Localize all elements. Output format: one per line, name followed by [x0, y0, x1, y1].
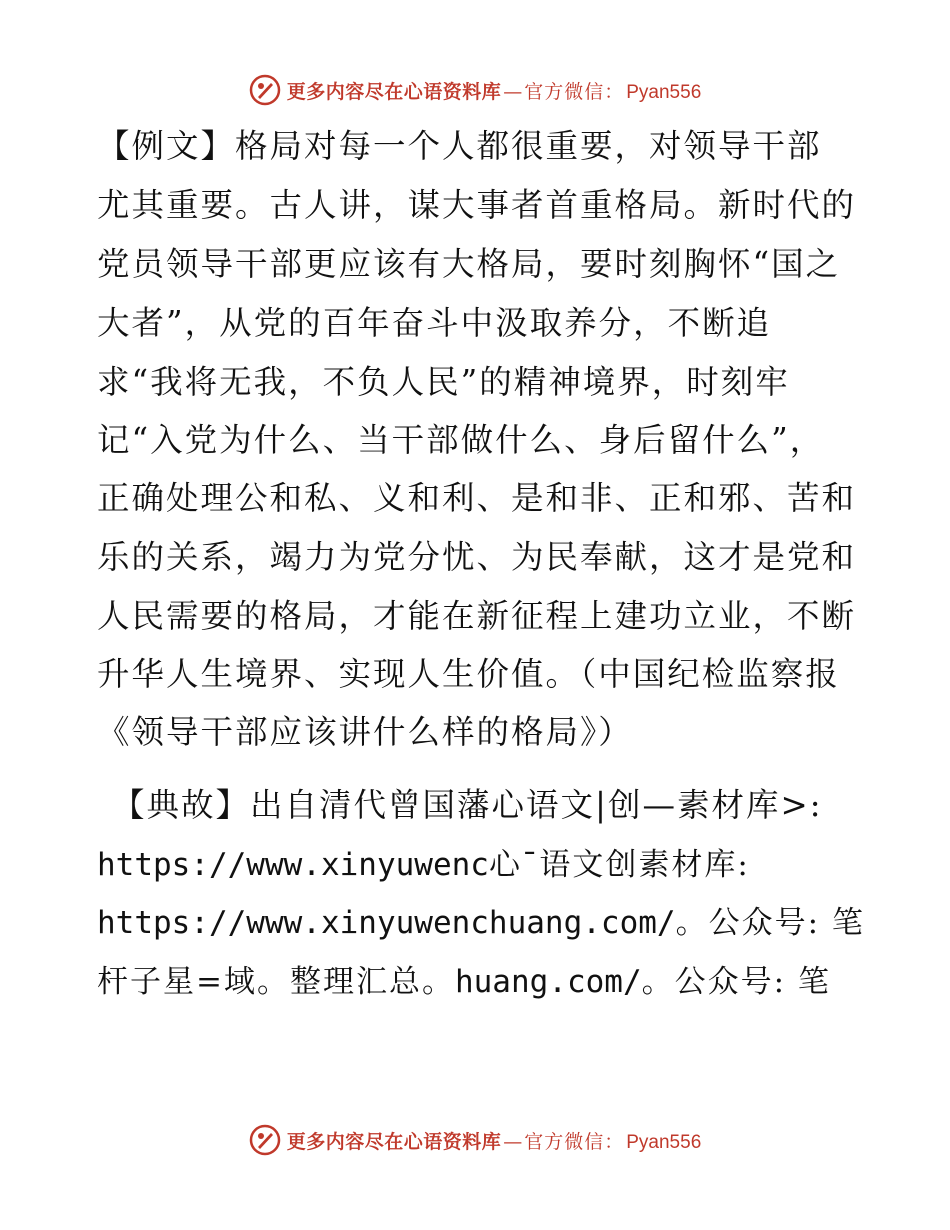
allusion-text-fragment: 杆子星=域。整理汇总。 [97, 964, 455, 1000]
example-line: 尤其重要。古人讲，谋大事者首重格局。新时代的 [97, 186, 857, 224]
footer-banner-wechat-id: Pyan556 [626, 1131, 702, 1153]
allusion-text-fragment: 。公众号: 笔 [641, 964, 831, 1000]
example-line: 人民需要的格局，才能在新征程上建功立业，不断 [97, 597, 857, 635]
footer-banner-dash: — [503, 1130, 523, 1153]
header-banner-main: 更多内容尽在心语资料库 [286, 80, 502, 103]
allusion-line [97, 845, 867, 885]
example-line: 《领导干部应该讲什么样的格局》） [97, 713, 633, 751]
header-banner-label: 官方微信： [524, 80, 625, 103]
allusion-text-fragment: 。公众号: 笔 [675, 905, 865, 941]
allusion-line [97, 962, 867, 1002]
example-line: 升华人生境界、实现人生价值。（中国纪检监察报 [97, 655, 840, 693]
allusion-line [97, 903, 867, 943]
footer-banner-text [287, 1127, 702, 1154]
header-banner-wechat-id: Pyan556 [626, 81, 702, 103]
allusion-url-fragment: huang.com/ [454, 964, 642, 1000]
footer-banner-main: 更多内容尽在心语资料库 [286, 1130, 502, 1153]
footer-banner-label: 官方微信： [524, 1130, 625, 1153]
allusion-url: https://www.xinyuwenchuang.com/ [97, 905, 676, 941]
example-line: 党员领导干部更应该有大格局，要时刻胸怀“国之 [97, 245, 841, 283]
header-banner-dash: — [503, 80, 523, 103]
example-line: 记“入党为什么、当干部做什么、身后留什么”， [97, 421, 825, 459]
example-line: 正确处理公和私、义和利、是和非、正和邪、苦和 [97, 479, 857, 517]
allusion-url-fragment: https://www.xinyuwenc [97, 847, 489, 883]
example-line: 求“我将无我，不负人民”的精神境界，时刻牢 [97, 363, 790, 401]
allusion-text-fragment: 心¯语文创素材库: [488, 847, 750, 883]
quill-logo-icon [249, 1124, 281, 1156]
quill-logo-icon [249, 74, 281, 106]
example-line: 乐的关系，竭力为党分忧、为民奉献，这才是党和 [97, 538, 857, 576]
header-banner-text [287, 77, 702, 104]
example-line: 大者”，从党的百年奋斗中汲取养分，不断追 [97, 304, 772, 342]
header-banner [0, 70, 950, 110]
example-line: 【例文】格局对每一个人都很重要，对领导干部 [97, 127, 822, 165]
footer-banner [0, 1120, 950, 1160]
allusion-line: 【典故】出自清代曾国藩心语文|创—素材库>: [112, 786, 823, 824]
